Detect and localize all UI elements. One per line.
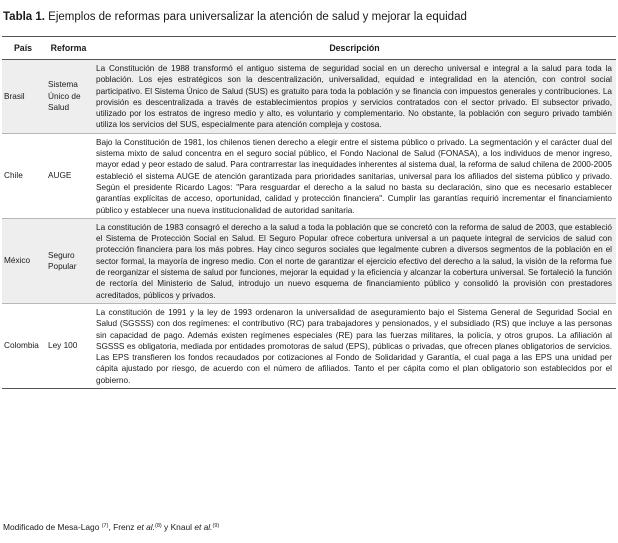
row-reform: AUGE	[44, 133, 93, 218]
row-country: México	[2, 218, 44, 303]
header-description: Descripción	[93, 37, 616, 60]
table-caption	[3, 10, 615, 24]
reforms-table	[2, 36, 616, 389]
table-footnote	[3, 521, 219, 533]
table-row	[2, 303, 616, 388]
table-row	[2, 218, 616, 303]
caption-label: Tabla 1.	[3, 11, 45, 23]
row-reform: Sistema Único de Salud	[44, 60, 93, 134]
row-description: La Constitución de 1988 transformó el antiguo sistema de seguridad social en un derecho universal e integral a la salud para toda la población. Los ejes estratégicos son la descentralización, universalidad, equidad e integralidad en la atención, con control social participativo. El Sistema Único de Salud (SUS) es gratuito para toda la población y se financia con impuestos generales y contribuciones. La provisión es descentralizada a través de establecimientos propios y servicios contratados con el sector privado. El subsector privado, utilizado por los estratos de ingreso medio y alto, es voluntario y complementario. No obstante, la población con seguro privado también utiliza los servicios del SUS, especialmente para atención compleja y costosa.	[93, 60, 616, 134]
footnote-ref-1: (7)	[101, 523, 109, 529]
row-country: Brasil	[2, 60, 44, 134]
footnote-sep-2: y Knaul	[161, 522, 195, 532]
row-description: La constitución de 1991 y la ley de 1993 ordenaron la universalidad de aseguramiento bajo el Sistema General de Seguridad Social en Salud (SGSSS) con dos regímenes: el contributivo (RC) para trabajadores y pensionados, y el subsidiado (RS) que incluye a las personas sin capacidad de pago. Además existen regímenes especiales (RE) para las fuerzas militares, la policía, y otros grupos. La afiliación al SGSSS es obligatoria, mediada por entidades promotoras de salud (EPS), públicas o privadas, que ofrecen planes obligatorios de servicios. Las EPS transfieren los fondos recaudados por cotizaciones al Fondo de Solidaridad y Garantía, el cual paga a las EPS una unidad per cápita ajustado por riesgo, de acuerdo con el número de afiliados. Tanto el per cápita como el plan obligatorio son establecidos por el gobierno.	[93, 303, 616, 388]
header-reform: Reforma	[44, 37, 93, 60]
footnote-etal: et al.	[136, 522, 155, 532]
row-reform: Ley 100	[44, 303, 93, 388]
footnote-ref-2: (8)	[155, 523, 162, 529]
table-row	[2, 60, 616, 134]
footnote-ref-3: (9)	[212, 523, 220, 529]
row-country: Chile	[2, 133, 44, 218]
row-reform: Seguro Popular	[44, 218, 93, 303]
header-country: País	[2, 37, 44, 60]
row-description: La constitución de 1983 consagró el derecho a la salud a toda la población que se concretó con la reforma de salud de 2003, que estableció el Sistema de Protección Social en Salud. El Seguro Popular ofrece cobertura universal a un paquete integral de servicios de salud con protección financiera para los más pobres. Hay cinco seguros sociales que legalmente cubren a diversos segmentos de la población en el sector formal, la mayoría de ingreso medio. Con el norte de garantizar el ejercicio efectivo del derecho a la salud, la visión de la reforma fue de reorganizar el sistema de salud por funciones, mejorar la equidad y la eficiencia y alcanzar la cobertura universal. Se fortaleció la función de rectoría del Ministerio de Salud, introdujo un nuevo esquema de financiamiento público y consolidó la provisión con prestadores acreditados, públicos y privados.	[93, 218, 616, 303]
table-row	[2, 133, 616, 218]
caption-title: Ejemplos de reformas para universalizar la atención de salud y mejorar la equidad	[48, 11, 467, 23]
header-row	[2, 37, 616, 60]
row-description: Bajo la Constitución de 1981, los chilenos tienen derecho a elegir entre el sistema público o privado. La segmentación y el carácter dual del sistema mixto de salud concentra en el seguro social público, el Fondo Nacional de Salud (FONASA), a los individuos de menor ingreso, mayor edad y peor estado de salud. Para contrarrestar las inequidades inherentes al sistema dual, la reforma de salud chilena de 2000-2005 estableció el sistema AUGE de atención garantizada para prioridades sanitarias, universal para los afiliados del sistema público y privado. Según el presidente Ricardo Lagos: "Para resguardar el derecho a la salud no basta su declaración, sino que es necesario establecer garantías explícitas de acceso, oportunidad, calidad y protección financiera". Cumplir las garantías requirió incrementar el financiamiento público y establecer una nueva institucionalidad de autoridad sanitaria.	[93, 133, 616, 218]
footnote-prefix: Modificado de Mesa-Lago	[3, 522, 102, 532]
footnote-sep-1: , Frenz	[108, 522, 137, 532]
row-country: Colombia	[2, 303, 44, 388]
footnote-etal-2: et al.	[194, 522, 213, 532]
